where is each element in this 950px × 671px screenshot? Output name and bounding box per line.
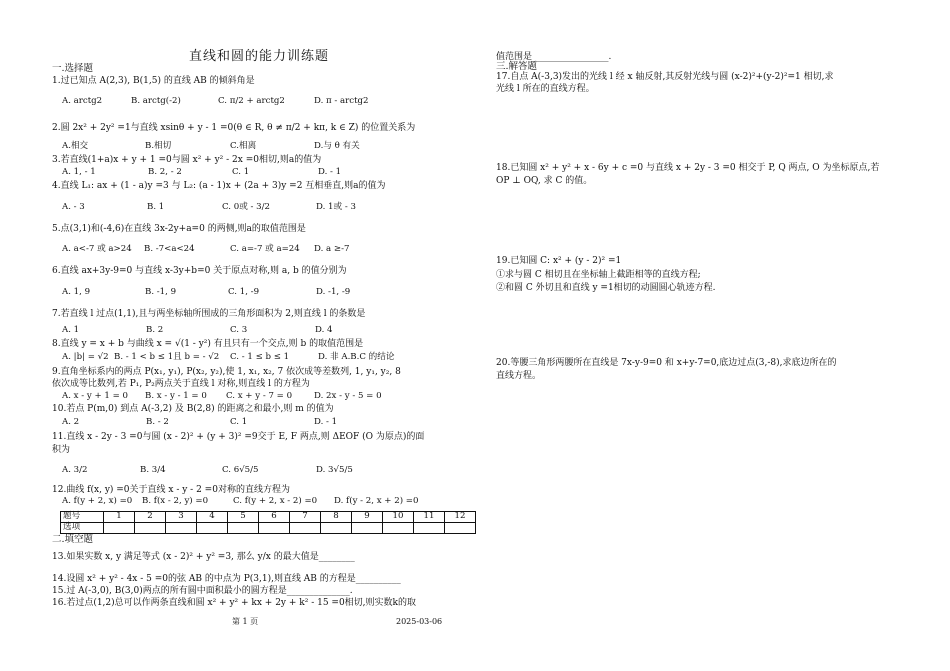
question-18-line2: OP ⊥ OQ, 求 C 的值。 bbox=[496, 176, 593, 186]
question-9-line1: 9.直角坐标系内的两点 P(x₁, y₁), P(x₂, y₂),使 1, x₁, x₂, 7 依次成等差数列, 1, y₁, y₂, 8 bbox=[52, 367, 401, 377]
table-number-8: 8 bbox=[321, 512, 352, 523]
q11-option-b: B. 3/4 bbox=[140, 465, 166, 475]
answer-table-header-row bbox=[61, 512, 476, 523]
question-17-line1: 17.自点 A(-3,3)发出的光线 l 经 x 轴反射,其反射光线与圆 (x-2)²+(y-2)²=1 相切,求 bbox=[496, 72, 834, 82]
question-11-line2: 积为 bbox=[52, 445, 71, 455]
question-16: 16.若过点(1,2)总可以作两条直线和圆 x² + y² + kx + 2y + k² - 15 =0相切,则实数k的取 bbox=[52, 598, 416, 608]
q4-option-a: A. - 3 bbox=[62, 202, 85, 212]
question-4: 4.直线 L₁: ax + (1 - a)y =3 与 L₂: (a - 1)x + (2a + 3)y =2 互相垂直,则a的值为 bbox=[52, 181, 386, 191]
q12-option-a: A. f(y + 2, x) =0 bbox=[62, 496, 133, 506]
q7-option-b: B. 2 bbox=[146, 325, 164, 335]
section-fill-heading: 二.填空题 bbox=[52, 534, 94, 545]
table-number-3: 3 bbox=[166, 512, 197, 523]
q4-option-c: C. 0或 - 3/2 bbox=[222, 202, 270, 212]
q9-option-a: A. x - y + 1 = 0 bbox=[62, 391, 129, 401]
q2-option-a: A.相交 bbox=[62, 141, 89, 151]
answer-cell-10[interactable] bbox=[383, 522, 414, 533]
table-number-4: 4 bbox=[197, 512, 228, 523]
section-solve-heading: 三.解答题 bbox=[496, 61, 538, 72]
q10-option-b: B. - 2 bbox=[146, 417, 169, 427]
table-number-9: 9 bbox=[352, 512, 383, 523]
question-20-line2: 直线方程。 bbox=[496, 371, 542, 381]
table-number-5: 5 bbox=[228, 512, 259, 523]
q9-option-d: D. 2x - y - 5 = 0 bbox=[314, 391, 382, 401]
page-number: 第 1 页 bbox=[232, 617, 259, 626]
question-10: 10.若点 P(m,0) 到点 A(-3,2) 及 B(2,8) 的距离之和最小,则 m 的值为 bbox=[52, 404, 334, 414]
q10-option-c: C. 1 bbox=[230, 417, 248, 427]
question-6: 6.直线 ax+3y-9=0 与直线 x-3y+b=0 关于原点对称,则 a, b 的值分别为 bbox=[52, 266, 347, 276]
table-number-12: 12 bbox=[445, 512, 476, 523]
q6-option-d: D. -1, -9 bbox=[316, 287, 351, 297]
q9-option-c: C. x + y - 7 = 0 bbox=[226, 391, 293, 401]
q5-option-d: D. a ≥-7 bbox=[314, 244, 350, 254]
table-header-label: 题号 bbox=[61, 512, 104, 523]
q5-option-b: B. -7<a<24 bbox=[144, 244, 195, 254]
q3-option-d: D. - 1 bbox=[318, 167, 342, 177]
table-number-7: 7 bbox=[290, 512, 321, 523]
q7-option-d: D. 4 bbox=[315, 325, 333, 335]
print-date: 2025-03-06 bbox=[396, 617, 443, 626]
q5-option-c: C. a=-7 或 a=24 bbox=[230, 244, 300, 254]
q1-option-b: B. arctg(-2) bbox=[131, 96, 181, 106]
question-7: 7.若直线 l 过点(1,1),且与两坐标轴所围成的三角形面积为 2,则直线 l 的条数是 bbox=[52, 309, 366, 319]
answer-cell-7[interactable] bbox=[290, 522, 321, 533]
question-19-part-1: ①求与圆 C 相切且在坐标轴上截距相等的直线方程; bbox=[496, 270, 701, 280]
q11-option-c: C. 6√5/5 bbox=[222, 465, 259, 475]
q1-option-a: A. arctg2 bbox=[62, 96, 103, 106]
question-18-line1: 18.已知圆 x² + y² + x - 6y + c =0 与直线 x + 2y - 3 =0 相交于 P, Q 两点, O 为坐标原点,若 bbox=[496, 163, 880, 173]
question-2: 2.圆 2x² + 2y² =1与直线 xsinθ + y - 1 =0(θ ∈ R, θ ≠ π/2 + kπ, k ∈ Z) 的位置关系为 bbox=[52, 123, 416, 133]
q2-option-c: C.相离 bbox=[230, 141, 257, 151]
answer-cell-4[interactable] bbox=[197, 522, 228, 533]
answer-cell-8[interactable] bbox=[321, 522, 352, 533]
q8-option-d: D. 非 A.B.C 的结论 bbox=[318, 352, 395, 362]
q7-option-a: A. 1 bbox=[62, 325, 80, 335]
question-17-line2: 光线 l 所在的直线方程。 bbox=[496, 84, 595, 94]
table-number-10: 10 bbox=[383, 512, 414, 523]
question-20-line1: 20.等腰三角形两腰所在直线是 7x-y-9=0 和 x+y-7=0,底边过点(3,-8),求底边所在的 bbox=[496, 358, 837, 368]
table-option-label: 选项 bbox=[61, 522, 104, 533]
q8-option-c: C. - 1 ≤ b ≤ 1 bbox=[230, 352, 290, 362]
question-8: 8.直线 y = x + b 与曲线 x = √(1 - y²) 有且只有一个交点,则 b 的取值范围是 bbox=[52, 339, 364, 349]
answer-cell-6[interactable] bbox=[259, 522, 290, 533]
question-5: 5.点(3,1)和(-4,6)在直线 3x-2y+a=0 的两侧,则a的取值范围是 bbox=[52, 224, 306, 234]
q3-option-c: C. 1 bbox=[232, 167, 250, 177]
question-3: 3.若直线(1+a)x + y + 1 =0与圆 x² + y² - 2x =0相切,则a的值为 bbox=[52, 155, 322, 165]
q7-option-c: C. 3 bbox=[230, 325, 248, 335]
q1-option-c: C. π/2 + arctg2 bbox=[218, 96, 285, 106]
answer-cell-3[interactable] bbox=[166, 522, 197, 533]
page-title: 直线和圆的能力训练题 bbox=[189, 49, 330, 64]
table-number-6: 6 bbox=[259, 512, 290, 523]
q2-option-d: D.与 θ 有关 bbox=[314, 141, 360, 151]
q11-option-d: D. 3√5/5 bbox=[316, 465, 353, 475]
question-11-line1: 11.直线 x - 2y - 3 =0与圆 (x - 2)² + (y + 3)² =9交于 E, F 两点,则 ΔEOF (O 为原点)的面 bbox=[52, 432, 425, 442]
q6-option-c: C. 1, -9 bbox=[228, 287, 260, 297]
q9-option-b: B. x - y - 1 = 0 bbox=[145, 391, 207, 401]
question-15: 15.过 A(-3,0), B(3,0)两点的所有圆中面积最小的圆方程是______________. bbox=[52, 586, 353, 596]
q8-option-a: A. |b| = √2 bbox=[62, 352, 109, 362]
q1-option-d: D. π - arctg2 bbox=[314, 96, 369, 106]
q4-option-b: B. 1 bbox=[147, 202, 165, 212]
question-16-continued: 值范围是_________________. bbox=[496, 52, 612, 62]
q12-option-c: C. f(y + 2, x - 2) =0 bbox=[233, 496, 318, 506]
question-12: 12.曲线 f(x, y) =0关于直线 x - y - 2 =0对称的直线方程为 bbox=[52, 485, 290, 495]
table-number-1: 1 bbox=[104, 512, 135, 523]
q6-option-a: A. 1, 9 bbox=[62, 287, 91, 297]
q5-option-a: A. a<-7 或 a>24 bbox=[62, 244, 132, 254]
answer-cell-9[interactable] bbox=[352, 522, 383, 533]
q6-option-b: B. -1, 9 bbox=[145, 287, 177, 297]
answer-cell-1[interactable] bbox=[104, 522, 135, 533]
answer-cell-12[interactable] bbox=[445, 522, 476, 533]
section-choice-heading: 一.选择题 bbox=[52, 63, 94, 74]
answer-cell-5[interactable] bbox=[228, 522, 259, 533]
table-number-11: 11 bbox=[414, 512, 445, 523]
answer-table-option-row bbox=[61, 522, 476, 533]
q4-option-d: D. 1或 - 3 bbox=[316, 202, 356, 212]
q12-option-d: D. f(y - 2, x + 2) =0 bbox=[334, 496, 419, 506]
answer-cell-11[interactable] bbox=[414, 522, 445, 533]
question-14: 14.设圆 x² + y² - 4x - 5 =0的弦 AB 的中点为 P(3,1),则直线 AB 的方程是__________ bbox=[52, 574, 401, 584]
question-19-part-2: ②和圆 C 外切且和直线 y =1相切的动圆圆心轨迹方程. bbox=[496, 283, 716, 293]
answer-cell-2[interactable] bbox=[135, 522, 166, 533]
table-number-2: 2 bbox=[135, 512, 166, 523]
q10-option-d: D. - 1 bbox=[314, 417, 338, 427]
q12-option-b: B. f(x - 2, y) =0 bbox=[142, 496, 209, 506]
answer-table bbox=[60, 511, 476, 534]
q3-option-a: A. 1, - 1 bbox=[62, 167, 96, 177]
q3-option-b: B. 2, - 2 bbox=[148, 167, 182, 177]
question-13: 13.如果实数 x, y 满足等式 (x - 2)² + y² =3, 那么 y/x 的最大值是________ bbox=[52, 552, 355, 562]
q10-option-a: A. 2 bbox=[62, 417, 80, 427]
q8-option-b: B. - 1 < b ≤ 1且 b = - √2 bbox=[114, 352, 220, 362]
question-19: 19.已知圆 C: x² + (y - 2)² =1 bbox=[496, 256, 622, 266]
question-9-line2: 依次成等比数列,若 P₁, P₂两点关于直线 l 对称,则直线 l 的方程为 bbox=[52, 379, 310, 389]
q11-option-a: A. 3/2 bbox=[62, 465, 88, 475]
q2-option-b: B.相切 bbox=[145, 141, 172, 151]
question-1: 1.过已知点 A(2,3), B(1,5) 的直线 AB 的倾斜角是 bbox=[52, 76, 255, 86]
